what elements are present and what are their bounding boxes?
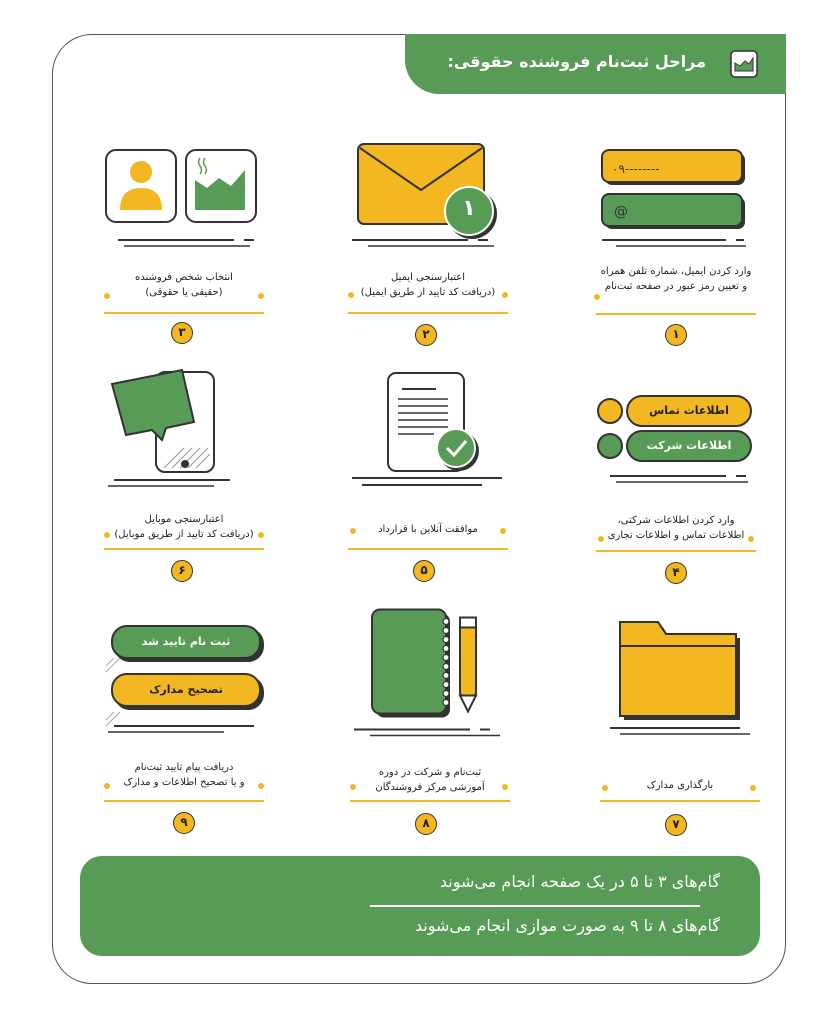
- bullet-dot: [258, 532, 264, 538]
- login-form-icon: [596, 140, 756, 260]
- contact-info-pill: اطلاعات تماس: [626, 395, 752, 427]
- footer-divider: [370, 905, 700, 907]
- bullet-dot: [258, 293, 264, 299]
- step-underline: [596, 550, 756, 552]
- contract-check-icon: [348, 362, 508, 492]
- person-company-icon: [104, 140, 264, 260]
- step-caption-line1: بارگذاری مدارک: [646, 780, 714, 791]
- step-caption-line1: ثبت‌نام و شرکت در دوره: [378, 767, 482, 778]
- divider: [352, 477, 502, 479]
- step-9: [104, 610, 264, 838]
- step-caption-line2: (دریافت کد تایید از طریق ایمیل): [360, 287, 496, 298]
- step-caption-line1: وارد کردن اطلاعات شرکتی،: [617, 515, 735, 526]
- step-caption-line1: اعتبارسنجی موبایل: [144, 514, 224, 525]
- bullet-dot: [258, 783, 264, 789]
- step-caption-line2: و یا تصحیح اطلاعات و مدارک: [123, 777, 245, 788]
- step-number-badge: ۴: [665, 562, 687, 584]
- step-number-badge: ۳: [171, 322, 193, 344]
- step-caption-line2: (دریافت کد تایید از طریق موبایل): [114, 529, 254, 540]
- step-caption-line2: آموزشی مرکز فروشندگان: [375, 782, 485, 793]
- step-caption-line2: اطلاعات تماس و اطلاعات تجاری: [607, 530, 745, 541]
- chart-icon: [730, 50, 758, 78]
- correct-documents-pill: تصحیح مدارک: [111, 673, 261, 707]
- bullet-dot: [502, 784, 508, 790]
- step-number-badge: ۹: [173, 812, 195, 834]
- header-banner: [405, 34, 786, 94]
- bullet-dot: [598, 536, 604, 542]
- phone-field-value: ۰۹--------: [612, 162, 660, 176]
- folder-icon: [600, 610, 760, 740]
- step-number-badge: ۲: [415, 324, 437, 346]
- bullet-dot: [350, 528, 356, 534]
- mobile-message-icon: [104, 362, 264, 492]
- footer-note: [80, 856, 760, 956]
- bullet-dot: [602, 785, 608, 791]
- step-caption-line1: وارد کردن ایمیل، شماره تلفن همراه: [600, 266, 752, 277]
- bullet-dot: [594, 294, 600, 300]
- footer-line-1: گام‌های ۳ تا ۵ در یک صفحه انجام می‌شوند: [439, 872, 720, 891]
- step-underline: [348, 548, 508, 550]
- step-number-badge: ۵: [413, 560, 435, 582]
- bullet-dot: [104, 532, 110, 538]
- divider: [362, 484, 482, 486]
- company-info-pill: اطلاعات شرکت: [626, 430, 752, 462]
- step-caption-line1: انتخاب شخص فروشنده: [135, 272, 233, 283]
- bullet-dot: [750, 785, 756, 791]
- step-1: [596, 140, 756, 350]
- step-underline: [596, 313, 756, 315]
- step-6: [104, 362, 264, 590]
- step-caption-line1: دریافت پیام تایید ثبت‌نام: [134, 762, 234, 773]
- bullet-dot: [350, 784, 356, 790]
- step-7: [600, 610, 760, 838]
- step-number-badge: ۱: [665, 324, 687, 346]
- step-underline: [104, 800, 264, 802]
- step-underline: [104, 548, 264, 550]
- step-caption-line1: اعتبارسنجی ایمیل: [391, 272, 465, 283]
- email-field-symbol: @: [614, 204, 628, 220]
- bullet-dot: [500, 528, 506, 534]
- bullet-dot: [502, 292, 508, 298]
- footer-line-2: گام‌های ۸ تا ۹ به صورت موازی انجام می‌شوند: [414, 916, 720, 935]
- step-number-badge: ۶: [171, 560, 193, 582]
- registration-approved-pill: ثبت نام تایید شد: [111, 625, 261, 659]
- step-number-badge: ۸: [415, 813, 437, 835]
- step-4: [596, 380, 756, 590]
- step-caption-line2: (حقیقی یا حقوقی): [145, 287, 223, 298]
- notebook-pencil-icon: [350, 605, 510, 740]
- step-8: [350, 605, 510, 838]
- bullet-dot: [348, 292, 354, 298]
- bullet-dot: [104, 783, 110, 789]
- step-underline: [104, 312, 264, 314]
- step-caption-line2: و تعیین رمز عبور در صفحه ثبت‌نام: [604, 281, 748, 292]
- bullet-dot: [104, 293, 110, 299]
- step-2: [348, 140, 508, 350]
- envelope-badge-number: ۱: [462, 196, 476, 221]
- step-underline: [350, 800, 510, 802]
- step-number-badge: ۷: [665, 814, 687, 836]
- bullet-dot: [748, 536, 754, 542]
- step-caption-line1: موافقت آنلاین با قرارداد: [378, 524, 478, 535]
- step-underline: [348, 312, 508, 314]
- step-5: [348, 362, 508, 590]
- page-title: مراحل ثبت‌نام فروشنده حقوقی:: [447, 52, 706, 71]
- step-underline: [600, 800, 760, 802]
- step-3: [104, 140, 264, 350]
